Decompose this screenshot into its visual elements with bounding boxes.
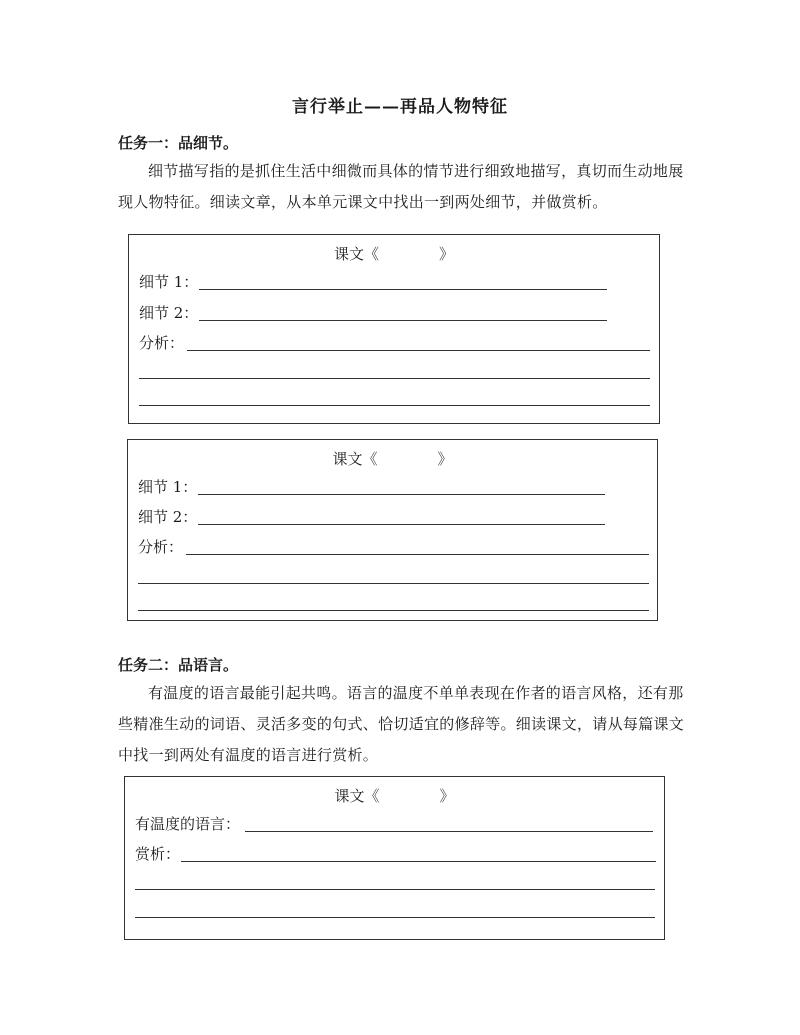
detail2-line[interactable] (199, 320, 607, 321)
analysis-line-3[interactable] (138, 610, 649, 611)
detail1-label: 细节 1： (139, 273, 199, 291)
detail2-label: 细节 2： (139, 304, 199, 322)
detail-box-1 (128, 234, 660, 424)
detail2-line[interactable] (198, 524, 605, 525)
page-title: 言行举止——再品人物特征 (292, 97, 508, 117)
task2-paragraph: 有温度的语言最能引起共鸣。语言的温度不单单表现在作者的语言风格，还有那些精准生动的词语、灵活多变的句式、恰切适宜的修辞等。细读课文，请从每篇课文中找一到两处有温度的语言进行赏析。 (118, 684, 685, 764)
detail1-label: 细节 1： (138, 478, 198, 496)
analysis-line-2[interactable] (139, 378, 650, 379)
detail2-label: 细节 2： (138, 508, 198, 526)
kewen-label: 课文 (333, 245, 364, 263)
analysis-line[interactable] (187, 350, 650, 351)
appreciation-line-3[interactable] (135, 917, 655, 918)
kewen-label: 课文 (332, 450, 363, 468)
box-header: 课文《 》 (333, 245, 455, 263)
task1-paragraph: 细节描写指的是抓住生活中细微而具体的情节进行细致地描写，真切而生动地展现人物特征。细读文章，从本单元课文中找出一到两处细节，并做赏析。 (118, 162, 684, 211)
kewen-label: 课文 (334, 787, 365, 805)
appreciation-line-2[interactable] (135, 889, 655, 890)
appreciation-label: 赏析： (135, 845, 181, 863)
analysis-label: 分析： (139, 334, 185, 352)
analysis-line[interactable] (186, 554, 649, 555)
box-header: 课文《 》 (334, 787, 455, 805)
task1-heading: 任务一：品细节。 (118, 134, 239, 152)
detail-box-2 (127, 439, 658, 621)
language-box (124, 776, 665, 940)
box-header: 课文《 》 (332, 450, 453, 468)
detail1-line[interactable] (199, 289, 607, 290)
analysis-label: 分析： (138, 538, 184, 556)
analysis-line-3[interactable] (139, 405, 650, 406)
task2-heading: 任务二：品语言。 (118, 656, 239, 674)
analysis-line-2[interactable] (138, 583, 649, 584)
warm-language-line[interactable] (245, 831, 653, 832)
warm-language-label: 有温度的语言： (135, 815, 241, 833)
appreciation-line[interactable] (181, 861, 656, 862)
detail1-line[interactable] (198, 494, 605, 495)
